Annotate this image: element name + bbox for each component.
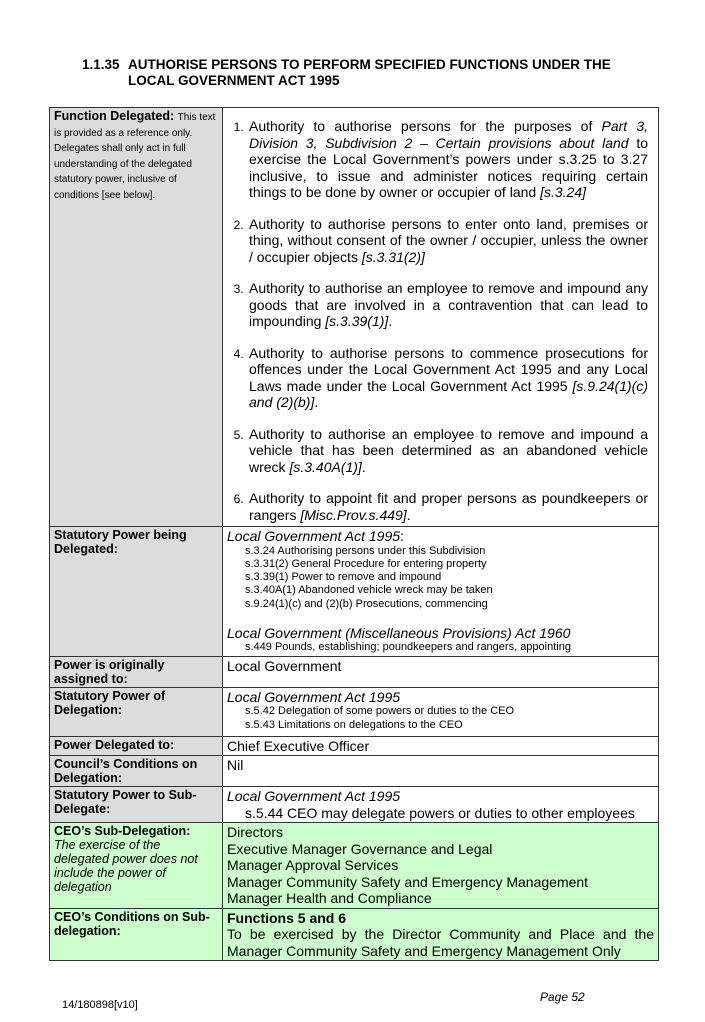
ceo-subdelegation-note: The exercise of the delegated power does not include the power of delegation bbox=[54, 838, 198, 895]
section-item: s.449 Pounds, establishing; poundkeepers and rangers, appointing bbox=[245, 641, 571, 654]
function-delegated-value bbox=[223, 108, 659, 527]
originally-assigned-label: Power is originally assigned to: bbox=[50, 656, 223, 687]
ceo-subdelegation-label-cell bbox=[50, 823, 223, 909]
row-power-to-subdelegate bbox=[50, 787, 659, 823]
statutory-power-value: Local Government Act 1995: s.3.24 Authorising persons under this Subdivision s.3.31(2) General Procedure for entering property s.3.39(1) Power to remove and impound s.3.40A(1) Abandoned vehicle wreck may be taken s.9.24(1)(c) and (2)(b) Prosecutions, commencing Local Government (Miscellaneous Provisions) Act 1960 s.449 Pounds, establishing; poundkeepers and rangers, appointing bbox=[223, 527, 659, 657]
delegated-to-value: Chief Executive Officer bbox=[223, 736, 659, 756]
section-heading bbox=[82, 57, 662, 89]
subdelegate-list bbox=[227, 824, 654, 907]
section-item: s.5.44 CEO may delegate powers or duties to other employees bbox=[245, 804, 635, 821]
section-item: s.5.42 Delegation of some powers or duties to the CEO bbox=[245, 705, 515, 718]
function-punctuation: . bbox=[314, 394, 319, 410]
function-item bbox=[247, 490, 648, 523]
originally-assigned-value: Local Government bbox=[223, 656, 659, 687]
function-text: Authority to authorise persons to enter onto land, premises or thing, without consent of the owner / occupier, unless the owner / occupier objects bbox=[249, 215, 648, 265]
function-punctuation: . bbox=[388, 313, 393, 329]
function-reference: Part 3, Division 3, Subdivision 2 – Certain provisions about land bbox=[249, 118, 648, 151]
section-number: 1.1.35 bbox=[82, 57, 120, 72]
row-power-of-delegation bbox=[50, 687, 659, 736]
section-list bbox=[227, 705, 654, 732]
function-citation: [s.3.40A(1)] bbox=[289, 458, 362, 475]
function-text: Authority to appoint fit and proper persons as poundkeepers or rangers bbox=[249, 490, 648, 523]
power-to-subdelegate-value bbox=[223, 787, 659, 823]
function-delegated-label-cell bbox=[50, 108, 223, 527]
function-item bbox=[247, 345, 648, 411]
function-text: Authority to authorise an employee to remove and impound a vehicle that has been determined as an abandoned vehicle wreck bbox=[249, 425, 648, 475]
section-item: s.3.31(2) General Procedure for entering property bbox=[245, 557, 487, 570]
function-list bbox=[227, 118, 648, 523]
ceo-subdelegation-value bbox=[223, 823, 659, 909]
function-text-continued: to exercise the Local Government’s powers under s.3.25 to 3.27 inclusive, to issue and administer notices requiring certain things to be done by owner or occupier of land bbox=[249, 134, 648, 200]
row-ceo-subdelegation bbox=[50, 823, 659, 909]
ceo-conditions-text: To be exercised by the Director Community and Place and the Manager Community Safety and Emergency Management Only bbox=[227, 926, 654, 959]
function-citation: [s.3.39(1)] bbox=[325, 313, 389, 329]
delegation-table bbox=[49, 107, 659, 961]
ceo-conditions-title: Functions 5 and 6 bbox=[227, 909, 347, 926]
function-citation: [s.3.31(2)] bbox=[361, 248, 425, 265]
council-conditions-label: Council’s Conditions on Delegation: bbox=[50, 756, 223, 787]
section-list-misc bbox=[227, 641, 654, 654]
delegated-to-label: Power Delegated to: bbox=[50, 736, 223, 756]
function-delegated-note: This text is provided as a reference only. Delegates shall only act in full understanding of the delegated statutory power, inclusive of conditions [see below]. bbox=[54, 112, 216, 201]
power-of-delegation-value bbox=[223, 687, 659, 736]
ceo-conditions-value bbox=[223, 908, 659, 961]
section-item: s.9.24(1)(c) and (2)(b) Prosecutions, commencing bbox=[245, 597, 488, 610]
function-delegated-label: Function Delegated: bbox=[54, 109, 175, 123]
function-text: Authority to authorise persons for the purposes of bbox=[249, 118, 602, 134]
function-punctuation: . bbox=[361, 458, 366, 475]
act-name: Local Government Act 1995 bbox=[227, 688, 401, 705]
row-council-conditions bbox=[50, 756, 659, 787]
section-item: s.3.40A(1) Abandoned vehicle wreck may be taken bbox=[245, 584, 493, 597]
ceo-subdelegation-label: CEO’s Sub-Delegation: bbox=[54, 824, 191, 839]
subdelegate-item: Executive Manager Governance and Legal bbox=[227, 840, 493, 857]
ceo-conditions-label: CEO’s Conditions on Sub-delegation: bbox=[50, 908, 223, 961]
statutory-power-label: Statutory Power being Delegated: bbox=[50, 527, 223, 657]
document-reference: 14/180898[v10] bbox=[62, 999, 138, 1011]
power-to-subdelegate-label: Statutory Power to Sub-Delegate: bbox=[50, 787, 223, 823]
section-item: s.3.39(1) Power to remove and impound bbox=[245, 571, 442, 584]
row-ceo-conditions bbox=[50, 908, 659, 961]
page-number: Page 52 bbox=[540, 990, 585, 1004]
function-citation: [Misc.Prov.s.449] bbox=[300, 506, 407, 523]
row-delegated-to bbox=[50, 736, 659, 756]
act-name-misc: Local Government (Miscellaneous Provisions) Act 1960 bbox=[227, 624, 571, 641]
function-text: Authority to authorise persons to commence prosecutions for offences under the Local Government Act 1995 and any Local Laws made under the Local Government Act 1995 bbox=[249, 344, 648, 394]
row-statutory-power bbox=[50, 527, 659, 657]
section-item: s.5.43 Limitations on delegations to the CEO bbox=[245, 718, 463, 731]
function-item bbox=[247, 118, 648, 201]
section-item: s.3.24 Authorising persons under this Subdivision bbox=[245, 544, 486, 557]
power-of-delegation-label: Statutory Power of Delegation: bbox=[50, 687, 223, 736]
row-function-delegated bbox=[50, 108, 659, 527]
section-title-line2: LOCAL GOVERNMENT ACT 1995 bbox=[128, 73, 340, 88]
function-item bbox=[247, 280, 648, 330]
subdelegate-item: Manager Health and Compliance bbox=[227, 890, 432, 907]
function-item bbox=[247, 216, 648, 266]
function-punctuation: . bbox=[406, 506, 411, 523]
function-text: Authority to authorise an employee to remove and impound any goods that are involved in a contravention that can lead to impounding bbox=[249, 280, 648, 329]
subdelegate-item: Manager Community Safety and Emergency Management bbox=[227, 873, 589, 890]
section-list bbox=[227, 545, 654, 611]
function-item bbox=[247, 426, 648, 476]
act-name: Local Government Act 1995 bbox=[227, 788, 401, 805]
subdelegate-item: Manager Approval Services bbox=[227, 857, 399, 874]
function-citation: [s.3.24] bbox=[540, 184, 586, 200]
row-originally-assigned bbox=[50, 656, 659, 687]
subdelegate-item: Directors bbox=[227, 824, 284, 841]
section-title-line1: AUTHORISE PERSONS TO PERFORM SPECIFIED FUNCTIONS UNDER THE bbox=[128, 57, 611, 72]
act-name: Local Government Act 1995 bbox=[227, 528, 401, 544]
council-conditions-value: Nil bbox=[223, 756, 659, 787]
function-citation: [s.9.24(1)(c) and (2)(b)] bbox=[249, 377, 648, 410]
